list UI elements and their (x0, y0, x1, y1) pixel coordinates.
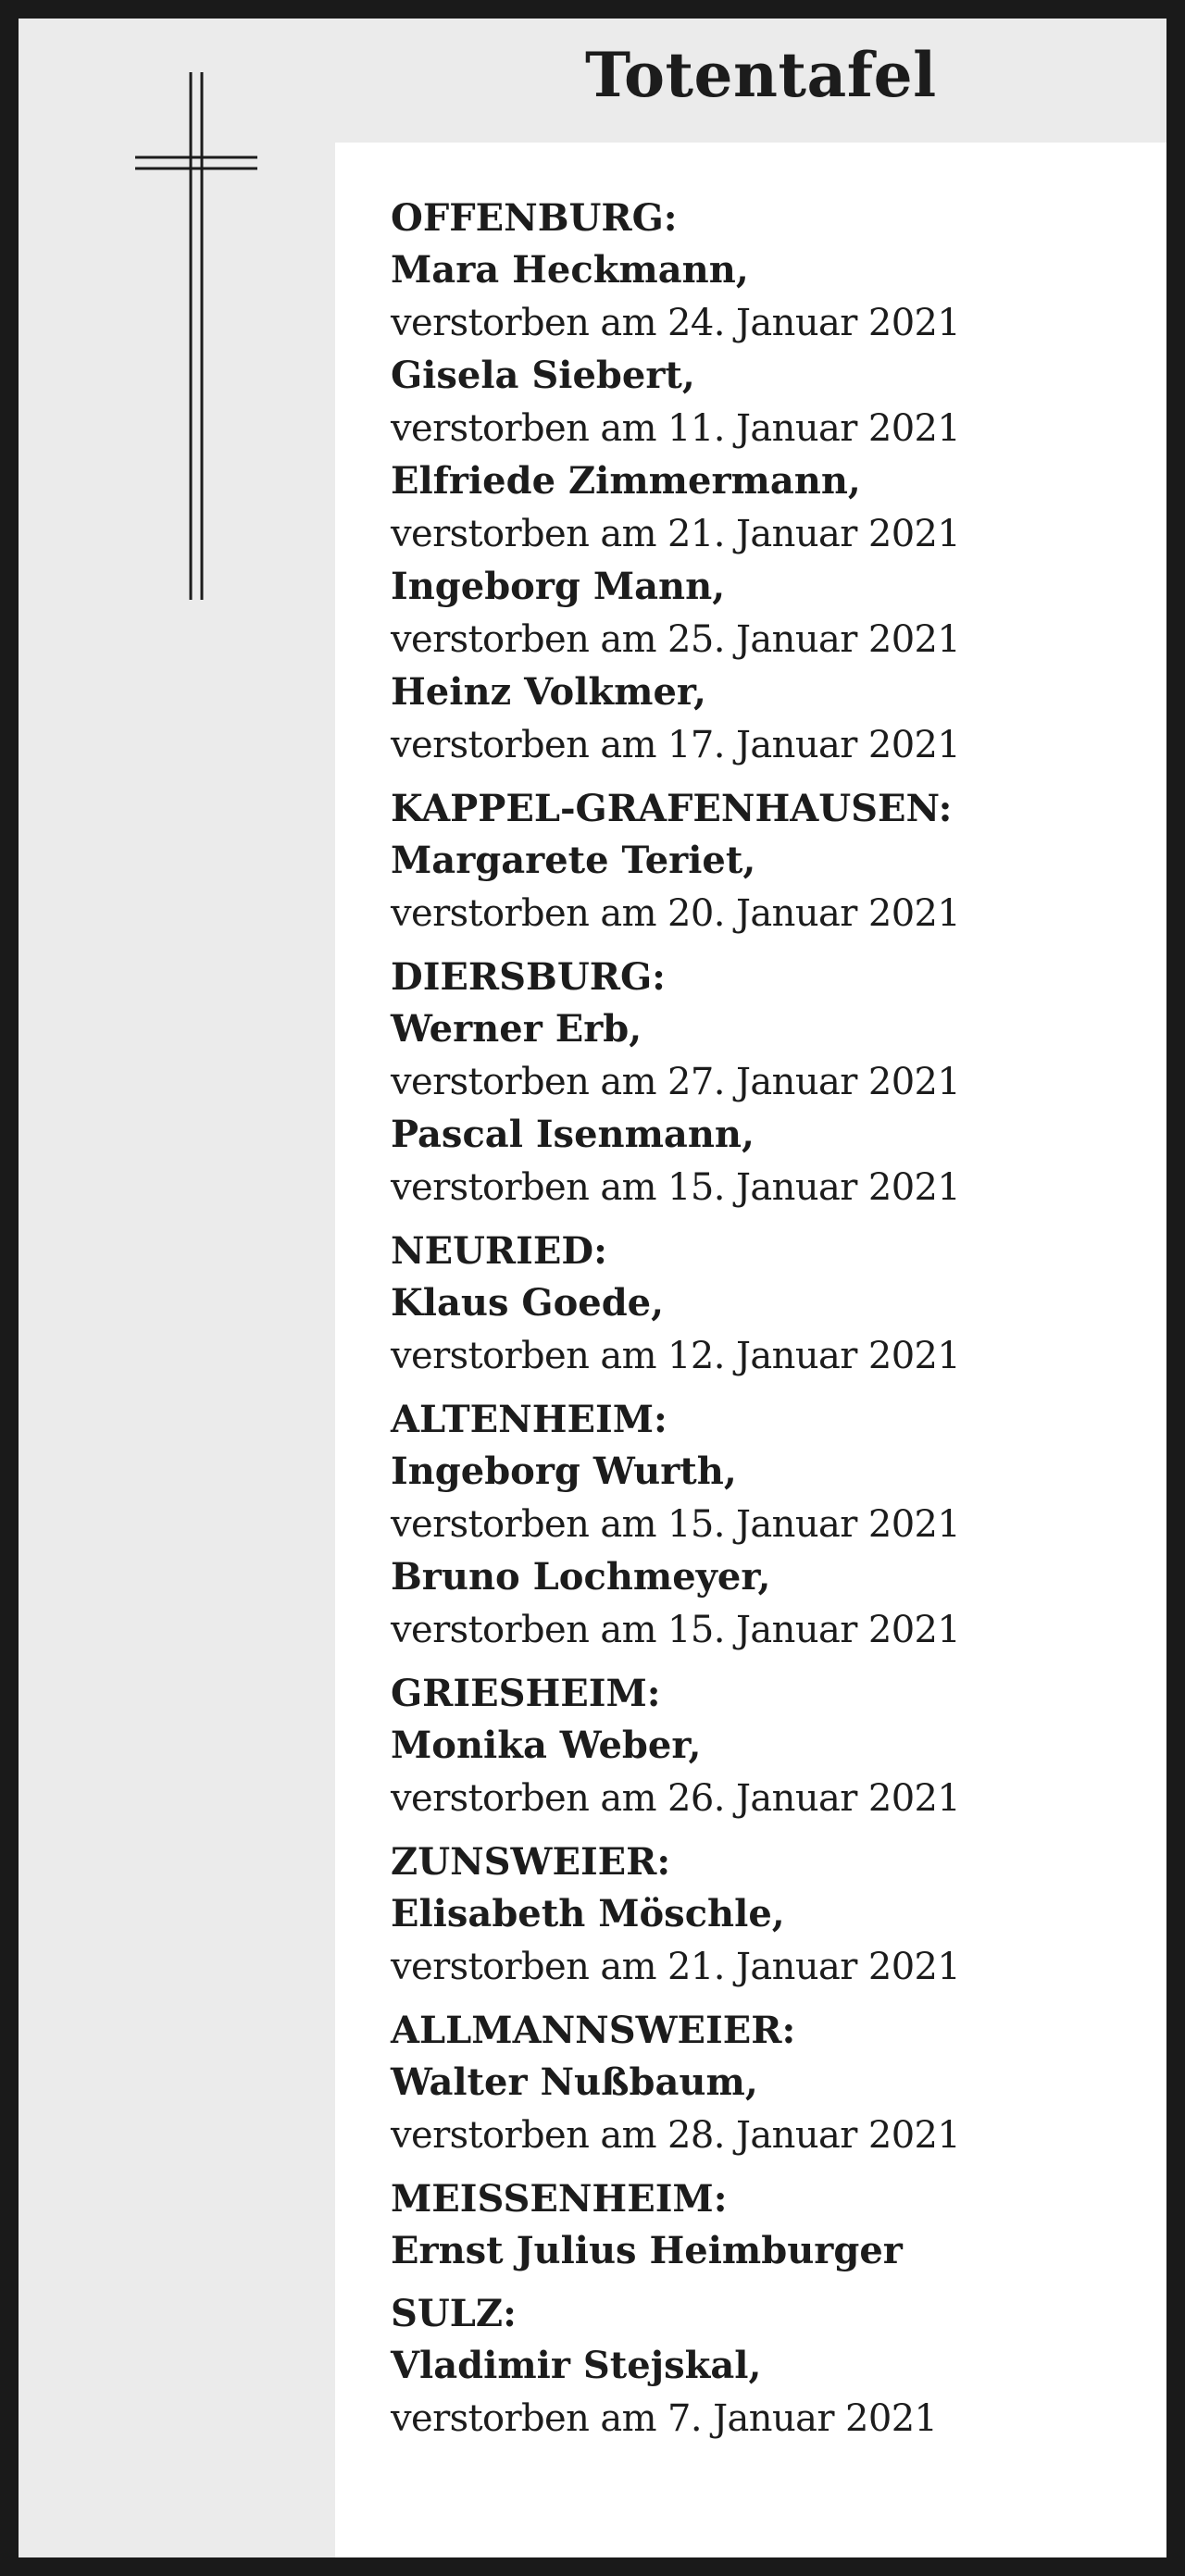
deceased-name: Mara Heckmann, (391, 248, 749, 292)
death-date: verstorben am 12. Januar 2021 (391, 1335, 961, 1377)
death-date: verstorben am 24. Januar 2021 (391, 302, 961, 344)
town-heading: ALLMANNSWEIER: (391, 2009, 796, 2052)
list-item (391, 2057, 1168, 2162)
list-item (391, 1888, 1168, 1994)
deceased-name: Ingeborg Mann, (391, 565, 726, 608)
list-item (391, 1109, 1168, 1214)
town-heading: DIERSBURG: (391, 955, 666, 999)
town-heading: KAPPEL-GRAFENHAUSEN: (391, 787, 953, 830)
town-heading: ALTENHEIM: (391, 1398, 667, 1441)
deceased-name: Walter Nußbaum, (391, 2060, 758, 2104)
deceased-name: Elfriede Zimmermann, (391, 459, 861, 503)
list-item (391, 1551, 1168, 1657)
town-group (391, 1668, 1168, 1825)
list-item (391, 835, 1168, 940)
town-group (391, 2005, 1168, 2162)
town-group (391, 783, 1168, 940)
deceased-name: Gisela Siebert, (391, 354, 695, 397)
list-item (391, 2225, 1168, 2277)
town-heading: GRIESHEIM: (391, 1672, 661, 1715)
list-item (391, 244, 1168, 350)
town-heading: SULZ: (391, 2292, 517, 2335)
town-group (391, 952, 1168, 1214)
list-item (391, 1720, 1168, 1825)
list-item (391, 455, 1168, 561)
page-title: Totentafel (585, 39, 937, 111)
cross-icon (117, 72, 265, 600)
death-date: verstorben am 27. Januar 2021 (391, 1061, 961, 1103)
death-date: verstorben am 15. Januar 2021 (391, 1503, 961, 1546)
deceased-name: Klaus Goede, (391, 1281, 665, 1325)
list-item (391, 561, 1168, 666)
deceased-name: Heinz Volkmer, (391, 670, 706, 714)
list-item (391, 2340, 1168, 2445)
town-group (391, 1836, 1168, 1994)
town-group (391, 193, 1168, 772)
town-heading: OFFENBURG: (391, 196, 678, 240)
content-panel (335, 143, 1185, 2576)
death-date: verstorben am 21. Januar 2021 (391, 1946, 961, 1988)
death-date: verstorben am 21. Januar 2021 (391, 513, 961, 555)
list-item (391, 1277, 1168, 1383)
deceased-name: Elisabeth Möschle, (391, 1892, 785, 1935)
obituary-list (391, 193, 1168, 2445)
town-group (391, 1226, 1168, 1383)
list-item (391, 350, 1168, 455)
deceased-name: Margarete Teriet, (391, 839, 756, 882)
list-item (391, 666, 1168, 772)
death-date: verstorben am 15. Januar 2021 (391, 1609, 961, 1651)
death-date: verstorben am 20. Januar 2021 (391, 892, 961, 935)
deceased-name: Pascal Isenmann, (391, 1113, 755, 1156)
death-date: verstorben am 26. Januar 2021 (391, 1777, 961, 1820)
death-date: verstorben am 15. Januar 2021 (391, 1166, 961, 1209)
town-group (391, 2288, 1168, 2445)
deceased-name: Vladimir Stejskal, (391, 2344, 762, 2387)
death-date: verstorben am 17. Januar 2021 (391, 724, 961, 766)
deceased-name: Ernst Julius Heimburger (391, 2229, 903, 2272)
town-heading: NEURIED: (391, 1229, 607, 1273)
list-item (391, 1003, 1168, 1109)
town-group (391, 2173, 1168, 2277)
deceased-name: Monika Weber, (391, 1724, 702, 1767)
town-heading: MEISSENHEIM: (391, 2177, 728, 2221)
death-date: verstorben am 7. Januar 2021 (391, 2397, 938, 2440)
town-group (391, 1394, 1168, 1657)
death-date: verstorben am 28. Januar 2021 (391, 2114, 961, 2157)
death-date: verstorben am 11. Januar 2021 (391, 407, 961, 450)
town-heading: ZUNSWEIER: (391, 1840, 671, 1884)
list-item (391, 1446, 1168, 1551)
deceased-name: Ingeborg Wurth, (391, 1450, 737, 1493)
deceased-name: Werner Erb, (391, 1007, 642, 1051)
death-date: verstorben am 25. Januar 2021 (391, 618, 961, 661)
deceased-name: Bruno Lochmeyer, (391, 1555, 771, 1599)
